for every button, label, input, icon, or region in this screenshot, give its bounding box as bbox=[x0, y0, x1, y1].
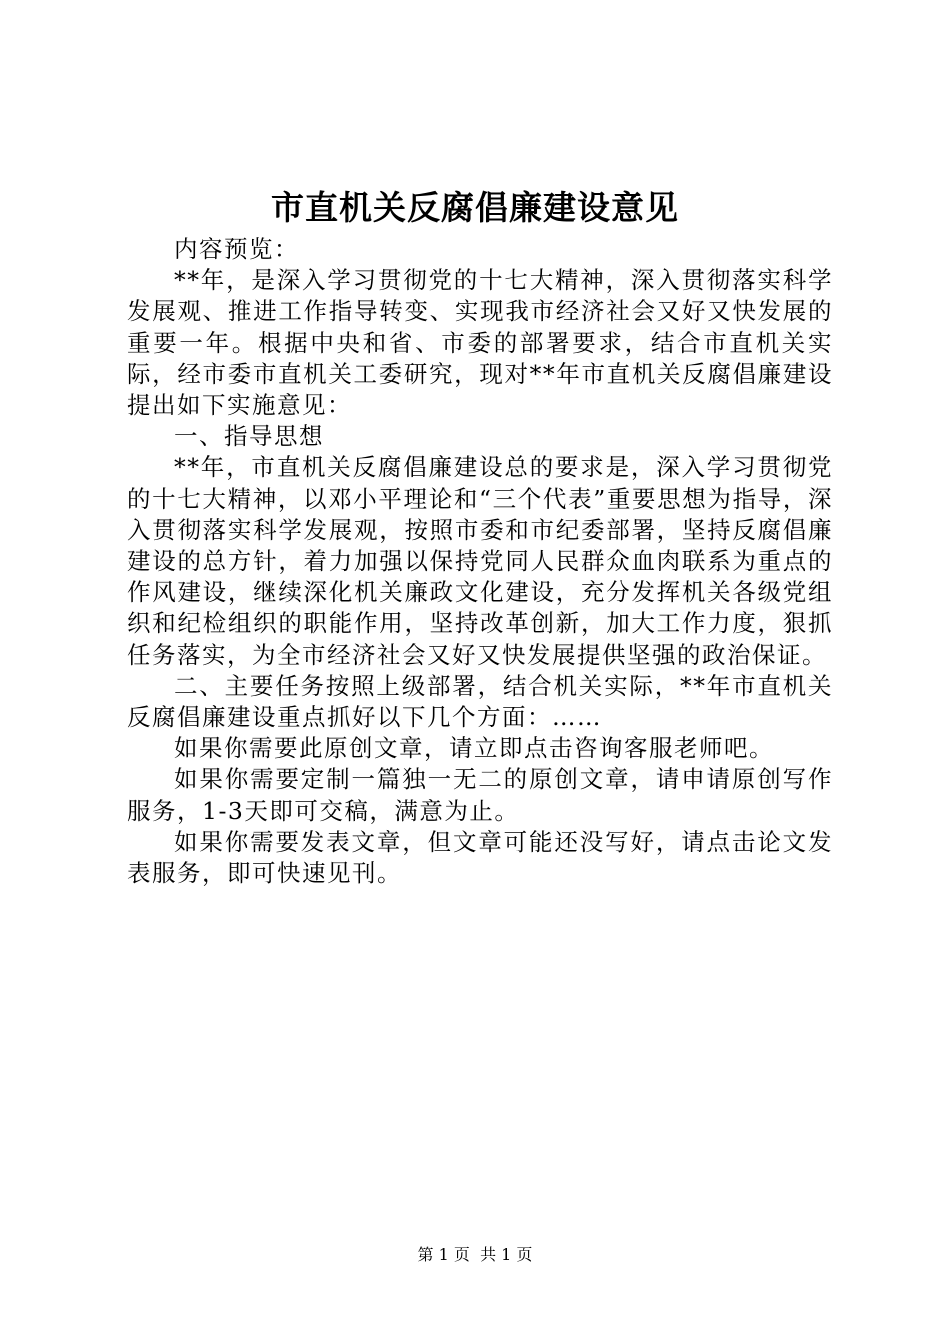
page-number: 第 1 页 bbox=[417, 1245, 470, 1264]
page-total: 共 1 页 bbox=[480, 1245, 533, 1264]
custom-writing-paragraph: 如果你需要定制一篇独一无二的原创文章，请申请原创写作服务，1-3天即可交稿，满意为止。 bbox=[127, 765, 833, 825]
document-title: 市直机关反腐倡廉建设意见 bbox=[271, 188, 679, 227]
guiding-thought-paragraph: **年，市直机关反腐倡廉建设总的要求是，深入学习贯彻党的十七大精神，以邓小平理论和“三个代表”重要思想为指导，深入贯彻落实科学发展观，按照市委和市纪委部署，坚持反腐倡廉建设的总方针，着力加强以保持党同人民群众血肉联系为重点的作风建设，继续深化机关廉政文化建设，充分发挥机关各级党组织和纪检组织的职能作用，坚持改革创新，加大工作力度，狠抓任务落实，为全市经济社会又好又快发展提供坚强的政治保证。 bbox=[127, 453, 833, 669]
page-footer bbox=[0, 1244, 950, 1266]
contact-service-paragraph: 如果你需要此原创文章，请立即点击咨询客服老师吧。 bbox=[174, 734, 774, 763]
section-heading-guiding-thought: 一、指导思想 bbox=[174, 422, 324, 451]
document-body bbox=[127, 234, 833, 889]
intro-paragraph: **年，是深入学习贯彻党的十七大精神，深入贯彻落实科学发展观、推进工作指导转变、实现我市经济社会又好又快发展的重要一年。根据中央和省、市委的部署要求，结合市直机关实际，经市委市直机关工委研究，现对**年市直机关反腐倡廉建设提出如下实施意见： bbox=[127, 266, 833, 420]
preview-label: 内容预览： bbox=[174, 235, 299, 263]
publishing-service-paragraph: 如果你需要发表文章，但文章可能还没写好，请点击论文发表服务，即可快速见刊。 bbox=[127, 827, 833, 888]
main-tasks-paragraph: 二、主要任务按照上级部署，结合机关实际，**年市直机关反腐倡廉建设重点抓好以下几个方面：…… bbox=[127, 671, 833, 732]
